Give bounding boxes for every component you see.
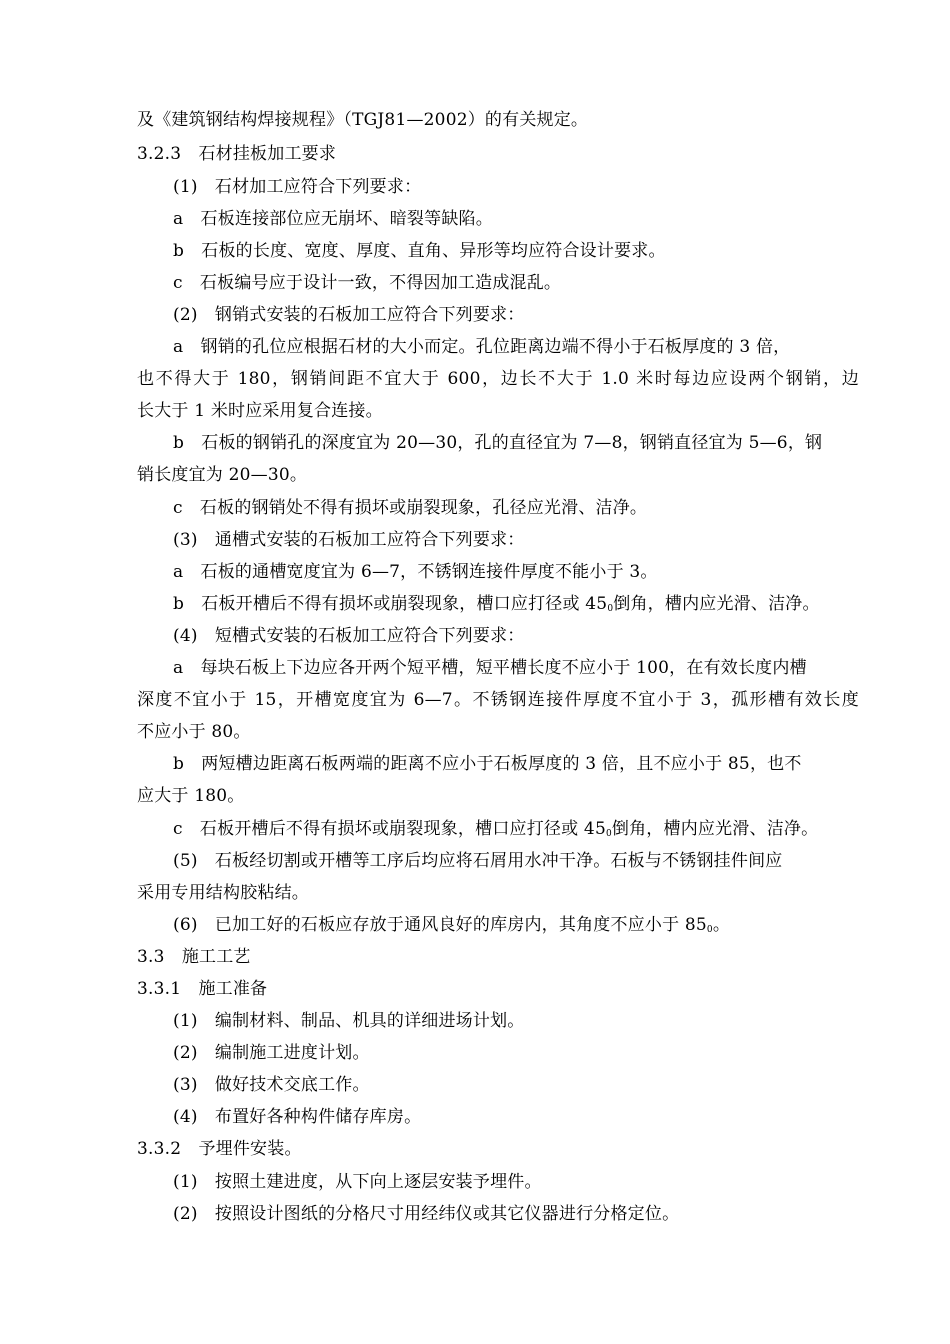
text-line: 长大于 1 米时应采用复合连接。 — [137, 401, 383, 421]
section-heading-3-3-2: 3.3.2 予埋件安装。 — [137, 1139, 302, 1159]
text-segment: c 石板开槽后不得有损坏或崩裂现象，槽口应打径或 45 — [173, 819, 606, 839]
text-line: b 石板的长度、宽度、厚度、直角、异形等均应符合设计要求。 — [173, 241, 666, 261]
text-line: a 钢销的孔位应根据石材的大小而定。孔位距离边端不得小于石板厚度的 3 倍， — [173, 337, 791, 357]
text-line: 采用专用结构胶粘结。 — [137, 883, 309, 903]
text-segment: (6) 已加工好的石板应存放于通风良好的库房内，其角度不应小于 85 — [173, 915, 707, 935]
text-line: (2) 钢销式安装的石板加工应符合下列要求： — [173, 305, 525, 325]
text-line: 应大于 180。 — [137, 786, 245, 806]
degree-mark: 0 — [605, 829, 612, 839]
text-line: 销长度宜为 20—30。 — [137, 465, 308, 485]
degree-mark: 0 — [607, 604, 614, 614]
text-line: (5) 石板经切割或开槽等工序后均应将石屑用水冲干净。石板与不锈钢挂件间应 — [173, 851, 783, 871]
text-line — [173, 914, 730, 939]
section-heading-3-3-1: 3.3.1 施工准备 — [137, 979, 268, 999]
text-line: (2) 按照设计图纸的分格尺寸用经纬仪或其它仪器进行分格定位。 — [173, 1204, 680, 1224]
section-heading-3-2-3: 3.2.3 石材挂板加工要求 — [137, 144, 337, 164]
text-line — [173, 818, 818, 843]
text-line: a 石板连接部位应无崩坏、暗裂等缺陷。 — [173, 209, 493, 229]
text-segment: 倒角，槽内应光滑、洁净。 — [613, 594, 820, 614]
text-segment: 。 — [712, 915, 731, 935]
text-line: 深度不宜小于 15，开槽宽度宜为 6—7。不锈钢连接件厚度不宜小于 3，孤形槽有效长度 — [137, 690, 859, 710]
section-heading-3-3: 3.3 施工工艺 — [137, 947, 251, 967]
text-line: c 石板的钢销处不得有损坏或崩裂现象，孔径应光滑、洁净。 — [173, 498, 648, 518]
text-line: b 石板的钢销孔的深度宜为 20—30，孔的直径宜为 7—8，钢销直径宜为 5—6，钢 — [173, 433, 823, 453]
text-line: a 石板的通槽宽度宜为 6—7，不锈钢连接件厚度不能小于 3。 — [173, 562, 658, 582]
text-line: 及《建筑钢结构焊接规程》（TGJ81—2002）的有关规定。 — [137, 110, 589, 130]
text-line — [173, 593, 820, 618]
text-line: c 石板编号应于设计一致，不得因加工造成混乱。 — [173, 273, 562, 293]
text-line: (2) 编制施工进度计划。 — [173, 1043, 370, 1063]
text-line: (3) 通槽式安装的石板加工应符合下列要求： — [173, 530, 525, 550]
text-line: (1) 按照土建进度，从下向上逐层安装予埋件。 — [173, 1172, 542, 1192]
text-line: (4) 短槽式安装的石板加工应符合下列要求： — [173, 626, 525, 646]
text-line: (1) 编制材料、制品、机具的详细进场计划。 — [173, 1011, 525, 1031]
degree-mark: 0 — [706, 925, 713, 935]
text-line: 也不得大于 180，钢销间距不宜大于 600，边长不大于 1.0 米时每边应设两个钢销，边 — [137, 369, 859, 389]
text-line: (4) 布置好各种构件储存库房。 — [173, 1107, 422, 1127]
text-line: (1) 石材加工应符合下列要求： — [173, 177, 422, 197]
text-line: b 两短槽边距离石板两端的距离不应小于石板厚度的 3 倍，且不应小于 85，也不 — [173, 754, 802, 774]
text-segment: b 石板开槽后不得有损坏或崩裂现象，槽口应打径或 45 — [173, 594, 608, 614]
text-line: 不应小于 80。 — [137, 722, 251, 742]
text-line: a 每块石板上下边应各开两个短平槽，短平槽长度不应小于 100，在有效长度内槽 — [173, 658, 807, 678]
text-segment: 倒角，槽内应光滑、洁净。 — [611, 819, 819, 839]
text-line: (3) 做好技术交底工作。 — [173, 1075, 370, 1095]
